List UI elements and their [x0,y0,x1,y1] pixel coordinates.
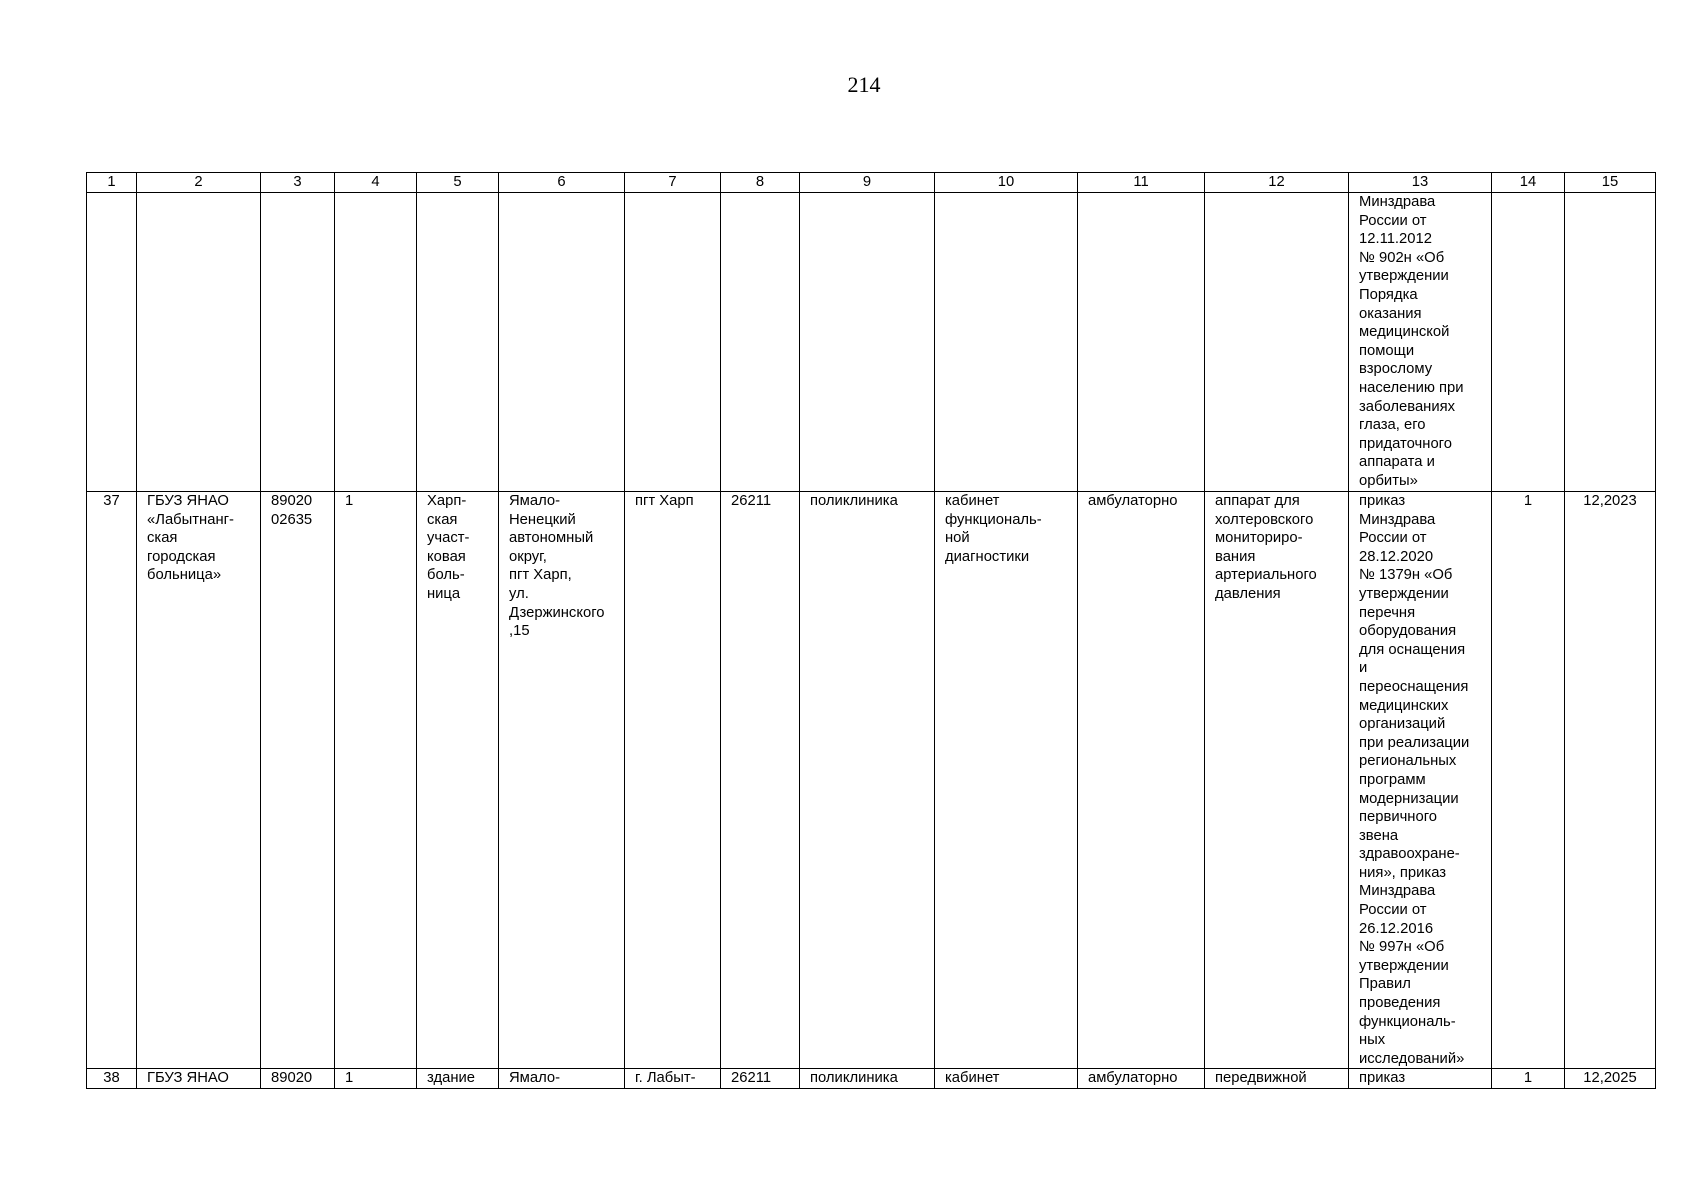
cell-room [935,193,1078,492]
cell-care-type: амбулаторно [1078,1069,1205,1089]
cell-care-type: амбулаторно [1078,492,1205,1069]
header-cell: 9 [800,173,935,193]
cell-division: поликлиника [800,1069,935,1089]
page-number: 214 [847,72,881,97]
header-cell: 5 [417,173,499,193]
cell-locality: пгт Харп [625,492,721,1069]
header-cell: 7 [625,173,721,193]
header-cell: 3 [261,173,335,193]
header-cell: 2 [137,173,261,193]
cell-number: 38 [87,1069,137,1089]
cell-organization [137,193,261,492]
cell-code: 89020 02635 [261,492,335,1069]
table-header-row [87,173,1656,193]
cell-quantity: 1 [1492,492,1565,1069]
cell-date: 12,2023 [1565,492,1656,1069]
cell-basis: приказ [1349,1069,1492,1089]
cell-col8: 26211 [721,1069,800,1089]
cell-quantity [1492,193,1565,492]
cell-code [261,193,335,492]
cell-locality [625,193,721,492]
header-cell: 14 [1492,173,1565,193]
cell-number [87,193,137,492]
cell-address [499,193,625,492]
cell-basis: Минздрава России от 12.11.2012 № 902н «Об утверждении Порядка оказания медицинской помощи взрослому населению при заболеваниях глаза, его придаточного аппарата и орбиты» [1349,193,1492,492]
header-cell: 13 [1349,173,1492,193]
cell-address: Ямало- [499,1069,625,1089]
cell-organization: ГБУЗ ЯНАО «Лабытнанг- ская городская больница» [137,492,261,1069]
cell-division: поликлиника [800,492,935,1069]
cell-room: кабинет [935,1069,1078,1089]
cell-address: Ямало- Ненецкий автономный округ, пгт Харп, ул. Дзержинского ,15 [499,492,625,1069]
cell-date [1565,193,1656,492]
header-cell: 10 [935,173,1078,193]
cell-quantity: 1 [1492,1069,1565,1089]
cell-equipment: передвижной [1205,1069,1349,1089]
cell-code: 89020 [261,1069,335,1089]
table-row [87,1069,1656,1089]
table-row [87,193,1656,492]
cell-date: 12,2025 [1565,1069,1656,1089]
cell-building: здание [417,1069,499,1089]
cell-number: 37 [87,492,137,1069]
cell-equipment: аппарат для холтеровского мониториро- вания артериального давления [1205,492,1349,1069]
cell-col4 [335,193,417,492]
cell-col4: 1 [335,1069,417,1089]
cell-locality: г. Лабыт- [625,1069,721,1089]
cell-organization: ГБУЗ ЯНАО [137,1069,261,1089]
cell-room: кабинет функциональ- ной диагностики [935,492,1078,1069]
cell-col8: 26211 [721,492,800,1069]
header-cell: 4 [335,173,417,193]
cell-building [417,193,499,492]
cell-equipment [1205,193,1349,492]
header-cell: 11 [1078,173,1205,193]
header-cell: 1 [87,173,137,193]
header-cell: 15 [1565,173,1656,193]
header-cell: 6 [499,173,625,193]
cell-building: Харп- ская участ- ковая боль- ница [417,492,499,1069]
cell-col8 [721,193,800,492]
cell-basis: приказ Минздрава России от 28.12.2020 № 1379н «Об утверждении перечня оборудования для оснащения и переоснащения медицинских организаций при реализации региональных программ модернизации первичного звена здравоохране- ния», приказ Минздрава России от 26.12.2016 № 997н «Об утверждении Правил проведения функциональ- ных исследований» [1349,492,1492,1069]
equipment-table [86,172,1656,1089]
cell-care-type [1078,193,1205,492]
cell-col4: 1 [335,492,417,1069]
header-cell: 12 [1205,173,1349,193]
cell-division [800,193,935,492]
table-row [87,492,1656,1069]
header-cell: 8 [721,173,800,193]
